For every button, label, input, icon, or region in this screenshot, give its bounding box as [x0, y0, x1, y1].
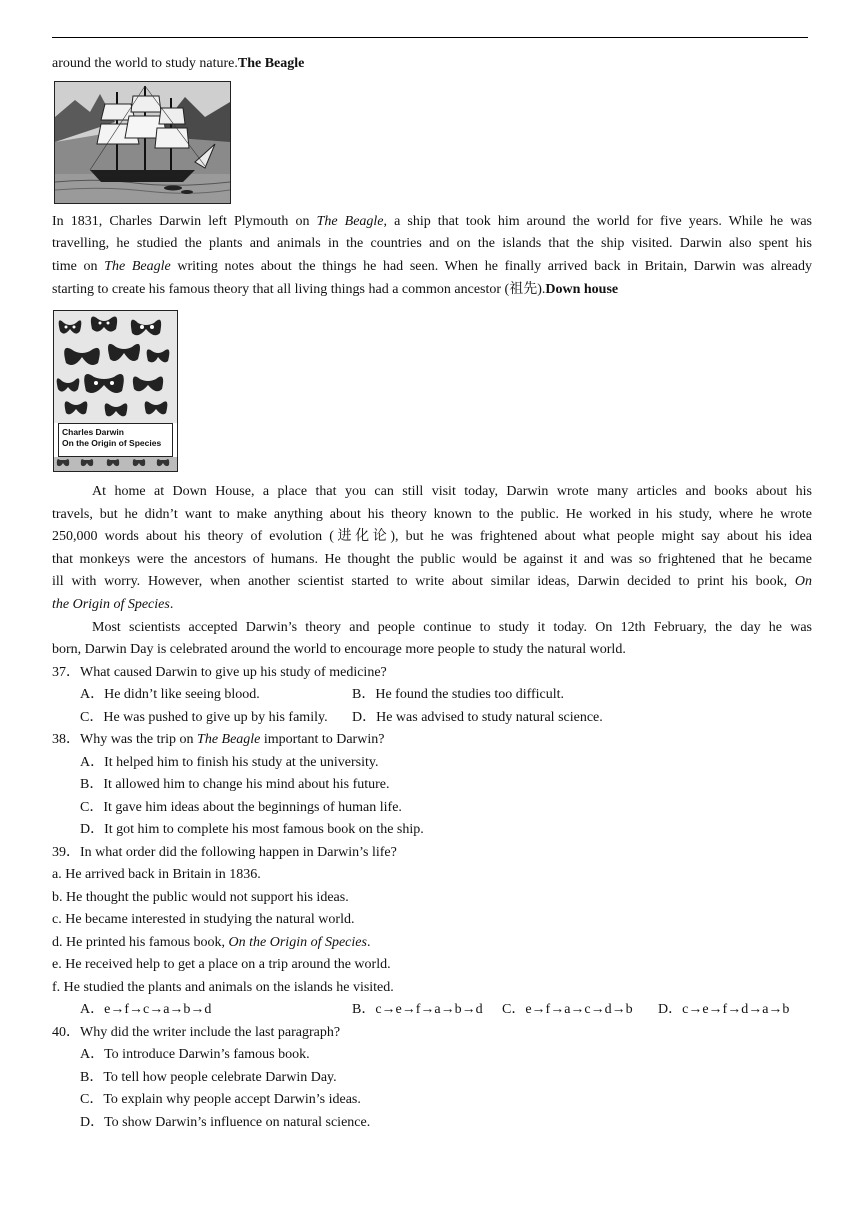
- q39-option-a[interactable]: A．e→f→c→a→b→d: [80, 1002, 212, 1017]
- q40-option-d[interactable]: D．To show Darwin’s influence on natural science.: [80, 1115, 371, 1130]
- ship-illustration: [54, 81, 231, 204]
- q38-option-d[interactable]: D．It got him to complete his most famous book on the ship.: [80, 822, 424, 837]
- q37-option-c[interactable]: C．He was pushed to give up by his family.: [80, 710, 328, 725]
- text-span: writing notes about the things he had seen. When he finally arrived back in Britain, Darwin was already: [170, 259, 812, 274]
- down-para-line-2: travels, but he didn’t want to make anything about his theory known to the public. He worked in his study, where he wrote: [52, 507, 812, 522]
- q39-event-c: c. He became interested in studying the natural world.: [52, 912, 355, 927]
- q39-option-c[interactable]: C．e→f→a→c→d→b: [502, 1002, 633, 1017]
- q40-option-c[interactable]: C．To explain why people accept Darwin’s ideas.: [80, 1092, 361, 1107]
- intro-line: [52, 53, 812, 75]
- q37-stem: 37．What caused Darwin to give up his study of medicine?: [52, 665, 387, 680]
- q40-stem: 40．Why did the writer include the last paragraph?: [52, 1025, 341, 1040]
- ship-name: The Beagle: [104, 259, 171, 274]
- header-rule: [52, 37, 808, 38]
- text-span: time on: [52, 259, 105, 274]
- down-para-line-5: [52, 571, 812, 593]
- q39-event-d: [52, 932, 812, 954]
- last-para-line-1: Most scientists accepted Darwin’s theory and people continue to study it today. On 12th February, the day he was: [92, 620, 812, 635]
- ship-icon: [55, 82, 230, 203]
- down-para-line-1: At home at Down House, a place that you can still visit today, Darwin wrote many articles and books about his: [92, 484, 812, 499]
- q38-option-a[interactable]: A．It helped him to finish his study at the university.: [80, 755, 379, 770]
- book-cover-caption: [58, 423, 173, 457]
- text-span: 38．Why was the trip on: [52, 732, 198, 747]
- beagle-para-line-1: [52, 211, 812, 233]
- text-span: important to Darwin?: [260, 732, 385, 747]
- book-title: On the Origin of Species: [62, 438, 162, 448]
- beagle-para-line-4: [52, 279, 812, 301]
- q40-option-a[interactable]: A．To introduce Darwin’s famous book.: [80, 1047, 310, 1062]
- butterflies-strip-icon: [54, 457, 177, 471]
- q37-option-d[interactable]: D．He was advised to study natural science.: [352, 710, 603, 725]
- text-span: , a ship that took him around the world for five years. While he was: [383, 214, 812, 229]
- q37-option-a[interactable]: A．He didn’t like seeing blood.: [80, 687, 260, 702]
- beagle-para-line-3: [52, 256, 812, 278]
- down-para-line-3: 250,000 words about his theory of evolution (进化论), but he was frightened about what people might say about his idea: [52, 529, 812, 544]
- q39-stem: 39．In what order did the following happen in Darwin’s life?: [52, 845, 397, 860]
- intro-text: around the world to study nature.: [52, 56, 238, 71]
- q39-option-d[interactable]: D．c→e→f→d→a→b: [658, 1002, 790, 1017]
- last-para-line-2: born, Darwin Day is celebrated around the world to encourage more people to study the natural world.: [52, 642, 626, 657]
- ship-name: The Beagle: [197, 732, 261, 747]
- q40-option-b[interactable]: B．To tell how people celebrate Darwin Day.: [80, 1070, 337, 1085]
- book-title-part: On: [794, 574, 812, 589]
- text-span: In 1831, Charles Darwin left Plymouth on: [52, 214, 317, 229]
- q38-option-c[interactable]: C．It gave him ideas about the beginnings of human life.: [80, 800, 402, 815]
- text-span: .: [366, 935, 371, 950]
- book-title-part: the Origin of Species: [52, 597, 170, 612]
- text-span: ill with worry. However, when another scientist started to write about similar ideas, Darwin decided to print his book,: [52, 574, 795, 589]
- q39-event-b: b. He thought the public would not support his ideas.: [52, 890, 349, 905]
- text-span: d. He printed his famous book,: [52, 935, 229, 950]
- q39-event-a: a. He arrived back in Britain in 1836.: [52, 867, 261, 882]
- q38-option-b[interactable]: B．It allowed him to change his mind about his future.: [80, 777, 390, 792]
- section-heading-beagle: The Beagle: [237, 56, 305, 71]
- beagle-para-line-2: travelling, he studied the plants and animals in the countries and on the islands that the ship visited. Darwin also spent his: [52, 236, 812, 251]
- section-heading-down-house: Down house: [545, 282, 619, 297]
- down-para-line-6: [52, 594, 812, 616]
- text-span: starting to create his famous theory that all living things had a common ancestor (祖先).: [52, 282, 546, 297]
- q37-option-b[interactable]: B．He found the studies too difficult.: [352, 687, 565, 702]
- q38-stem: [52, 729, 812, 751]
- q39-option-b[interactable]: B．c→e→f→a→b→d: [352, 1002, 483, 1017]
- ship-name: The Beagle: [316, 214, 384, 229]
- butterflies-icon: [54, 311, 177, 423]
- book-title-part: On the Origin of Species: [228, 935, 367, 950]
- down-para-line-4: that monkeys were the ancestors of humans. He thought the public would be against it and was so frightened that he became: [52, 552, 812, 567]
- book-cover-illustration: [53, 310, 178, 472]
- q39-event-e: e. He received help to get a place on a trip around the world.: [52, 957, 391, 972]
- q39-event-f: f. He studied the plants and animals on the islands he visited.: [52, 980, 394, 995]
- book-author: Charles Darwin: [62, 427, 124, 437]
- text-span: .: [169, 597, 174, 612]
